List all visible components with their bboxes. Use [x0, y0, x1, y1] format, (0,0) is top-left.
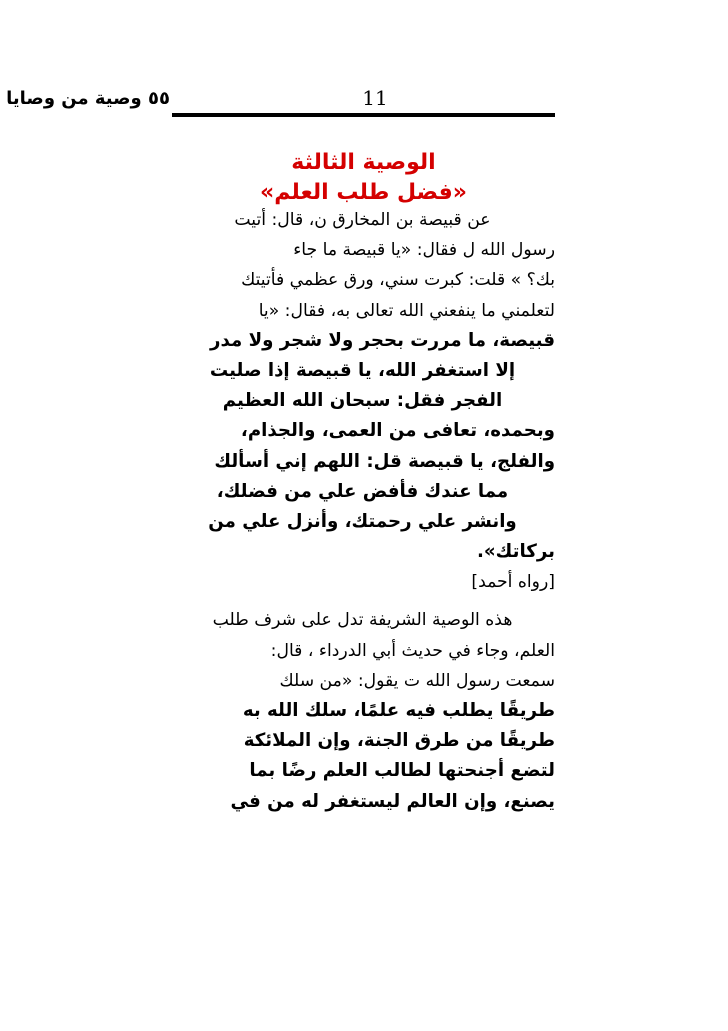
text-line: العلم، وجاء في حديث أبي الدرداء ، قال:: [270, 640, 555, 661]
text-line: طريقًا يطلب فيه علمًا، سلك الله به: [242, 700, 555, 721]
text-line: قبيصة، ما مررت بحجر ولا شجر ولا مدر: [210, 329, 555, 351]
text-line: سمعت رسول الله ت يقول: «من سلك: [279, 670, 555, 691]
text-line: لتضع أجنحتها لطالب العلم رضًا بما: [249, 760, 555, 782]
text-line: [رواه أحمد]: [471, 572, 555, 593]
text-line: بركاتك».: [477, 541, 555, 563]
text-line: هذه الوصية الشريفة تدل على شرف طلب: [212, 610, 513, 631]
text-line: وانشر علي رحمتك، وأنزل علي من: [208, 510, 517, 532]
section-subtitle: «فضل طلب العلم»: [260, 180, 467, 205]
text-line: يصنع، وإن العالم ليستغفر له من في: [230, 790, 555, 812]
text-line: بك؟ » قلت: كبرت سني، ورق عظمي فأتيتك: [241, 270, 555, 291]
running-header-title: ٥٥ وصية من وصايا: [6, 88, 170, 109]
text-line: رسول الله ل فقال: «يا قبيصة ما جاء: [293, 240, 555, 261]
text-line: عن قبيصة بن المخارق ن، قال: أتيت: [234, 210, 491, 230]
section-title: الوصية الثالثة: [291, 150, 436, 175]
text-line: مما عندك فأفض علي من فضلك،: [216, 480, 509, 502]
text-line: الفجر فقل: سبحان الله العظيم: [222, 390, 503, 412]
page-number: 11: [362, 86, 388, 110]
text-line: والفلج، يا قبيصة قل: اللهم إني أسألك: [214, 450, 555, 472]
header-rule: [172, 113, 555, 117]
text-line: وبحمده، تعافى من العمى، والجذام،: [240, 420, 555, 442]
text-line: لتعلمني ما ينفعني الله تعالى به، فقال: «يا: [258, 300, 555, 321]
text-line: طريقًا من طرق الجنة، وإن الملائكة: [243, 730, 555, 752]
body-text: [170, 205, 555, 817]
paragraph-gap: [170, 597, 555, 605]
text-line: إلا استغفر الله، يا قبيصة إذا صليت: [209, 359, 516, 381]
